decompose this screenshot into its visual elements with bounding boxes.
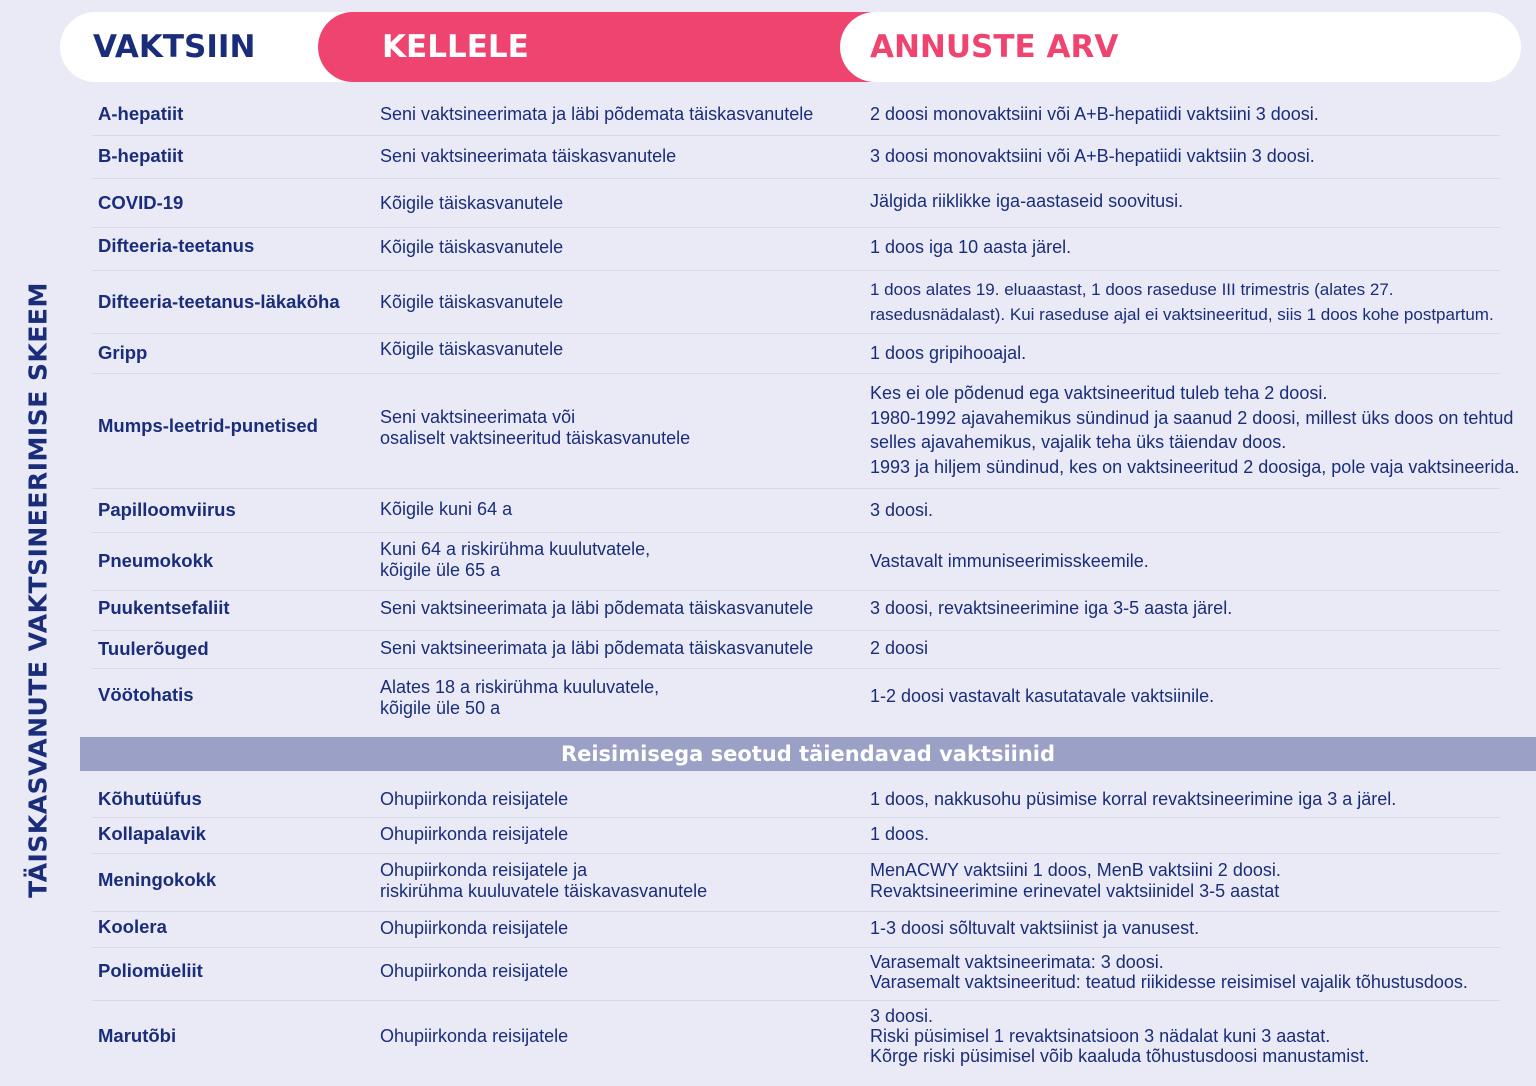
vaccine-name: Poliomüeliit — [98, 960, 203, 981]
who-cell: Ohupiirkonda reisijatele — [380, 918, 569, 938]
vaccine-name: Meningokokk — [98, 869, 217, 890]
who-cell: Ohupiirkonda reisijatele — [380, 961, 569, 981]
table-row — [92, 227, 1500, 271]
vaccine-name: B-hepatiit — [98, 145, 184, 166]
doses-cell: 1-2 doosi vastavalt kasutatavale vaktsiinile. — [870, 686, 1215, 706]
table-row — [92, 853, 1500, 912]
doses-cell: 1-3 doosi sõltuvalt vaktsiinist ja vanusest. — [870, 918, 1200, 938]
vaccine-name: Koolera — [98, 916, 167, 937]
table-row — [92, 532, 1500, 591]
doses-cell: Jälgida riiklikke iga-aastaseid soovitusi. — [870, 191, 1184, 211]
doses-cell: 3 doosi. Riski püsimisel 1 revaktsinatsioon 3 nädalat kuni 3 aastat. Kõrge riski püsimisel võib kaaluda tõhustusdoosi manustamist. — [870, 1006, 1370, 1066]
doses-cell: 2 doosi — [870, 638, 929, 658]
doses-cell: Vastavalt immuniseerimisskeemile. — [870, 551, 1149, 571]
header-doses: ANNUSTE ARV — [870, 29, 1119, 65]
vaccine-name: Pneumokokk — [98, 550, 214, 571]
vaccine-name: A-hepatiit — [98, 103, 184, 124]
who-cell: Kuni 64 a riskirühma kuulutvatele, kõigile üle 65 a — [380, 539, 651, 580]
vaccine-name: Papilloomviirus — [98, 499, 236, 520]
doses-cell: 1 doos. — [870, 824, 930, 844]
who-cell: Kõigile täiskasvanutele — [380, 339, 564, 359]
table-row — [92, 270, 1500, 334]
doses-cell: 2 doosi monovaktsiini või A+B-hepatiidi vaktsiini 3 doosi. — [870, 104, 1319, 124]
vaccine-name: Mumps-leetrid-punetised — [98, 415, 318, 436]
vaccine-name: Difteeria-teetanus-läkaköha — [98, 291, 340, 312]
vaccine-name: Vöötohatis — [98, 684, 194, 705]
table-row — [92, 333, 1500, 374]
vaccine-name: COVID-19 — [98, 192, 184, 213]
doses-cell: 3 doosi. — [870, 500, 934, 520]
doses-cell: 1 doos alates 19. eluaastast, 1 doos raseduse III trimestris (alates 27. rasedusnädalast). Kui raseduse ajal ei vaktsineeritud, siis 1 doos kohe postpartum. — [870, 280, 1494, 324]
table-row — [92, 668, 1500, 723]
who-cell: Seni vaktsineerimata ja läbi põdemata täiskasvanutele — [380, 104, 814, 124]
doses-cell: MenACWY vaktsiini 1 doos, MenB vaktsiini 2 doosi. Revaktsineerimine erinevatel vaktsiinidel 3-5 aastat — [870, 860, 1281, 901]
who-cell: Ohupiirkonda reisijatele — [380, 824, 569, 844]
who-cell: Kõigile täiskasvanutele — [380, 193, 564, 213]
table-row — [92, 1000, 1500, 1076]
table-row — [92, 135, 1500, 179]
who-cell: Kõigile täiskasvanutele — [380, 237, 564, 257]
doses-cell: 1 doos iga 10 aasta järel. — [870, 237, 1072, 257]
vaccine-name: Difteeria-teetanus — [98, 235, 255, 256]
table-row — [92, 911, 1500, 948]
table-row — [92, 373, 1520, 489]
vaccine-name: Marutõbi — [98, 1025, 177, 1046]
table-row — [92, 178, 1500, 228]
vaccine-name: Kollapalavik — [98, 823, 206, 844]
table-row — [92, 590, 1500, 631]
table-row — [92, 92, 1500, 136]
vaccine-name: Kõhutüüfus — [98, 788, 202, 809]
who-cell: Seni vaktsineerimata ja läbi põdemata täiskasvanutele — [380, 598, 814, 618]
doses-cell: Varasemalt vaktsineerimata: 3 doosi. Varasemalt vaktsineeritud: teatud riikidesse reisimisel vajalik tõhustusdoos. — [870, 952, 1468, 992]
table-header — [60, 12, 1521, 82]
vaccine-name: Gripp — [98, 342, 148, 363]
who-cell: Alates 18 a riskirühma kuuluvatele, kõigile üle 50 a — [380, 677, 660, 718]
travel-section-header — [80, 737, 1536, 771]
who-cell: Seni vaktsineerimata ja läbi põdemata täiskasvanutele — [380, 638, 814, 658]
doses-cell: 1 doos, nakkusohu püsimise korral revaktsineerimine iga 3 a järel. — [870, 789, 1397, 809]
vaccine-name: Tuulerõuged — [98, 638, 209, 659]
doses-cell: Kes ei ole põdenud ega vaktsineeritud tuleb teha 2 doosi. 1980-1992 ajavahemikus sündinud ja saanud 2 doosi, millest üks doos on tehtud selles ajavahemikus, vajalik teha üks täiendav doos. 1993 ja hiljem sündinud, kes on vaktsineeritud 2 doosiga, pole vaja vaktsineerida. — [870, 383, 1520, 477]
header-vaccine: VAKTSIIN — [93, 29, 256, 65]
who-cell: Kõigile kuni 64 a — [380, 499, 513, 519]
doses-cell: 3 doosi monovaktsiini või A+B-hepatiidi vaktsiin 3 doosi. — [870, 146, 1315, 166]
who-cell: Kõigile täiskasvanutele — [380, 292, 564, 312]
travel-section-title: Reisimisega seotud täiendavad vaktsiinid — [560, 742, 1056, 766]
table-row — [92, 630, 1500, 669]
who-cell: Ohupiirkonda reisijatele ja riskirühma kuuluvatele täiskavasvanutele — [380, 860, 708, 901]
who-cell: Ohupiirkonda reisijatele — [380, 789, 569, 809]
who-cell: Ohupiirkonda reisijatele — [380, 1026, 569, 1046]
table-row — [92, 947, 1500, 1001]
doses-cell: 3 doosi, revaktsineerimine iga 3-5 aasta järel. — [870, 598, 1233, 618]
table-row — [92, 817, 1500, 854]
doses-cell: 1 doos gripihooajal. — [870, 343, 1027, 363]
header-who: KELLELE — [382, 29, 529, 65]
side-title: TÄISKASVANUTE VAKTSINEERIMISE SKEEM — [23, 282, 53, 898]
who-cell: Seni vaktsineerimata täiskasvanutele — [380, 146, 677, 166]
who-cell: Seni vaktsineerimata või osaliselt vaktsineeritud täiskasvanutele — [380, 407, 691, 448]
table-row — [92, 488, 1500, 533]
vaccine-name: Puukentsefaliit — [98, 597, 230, 618]
table-row — [92, 782, 1500, 818]
